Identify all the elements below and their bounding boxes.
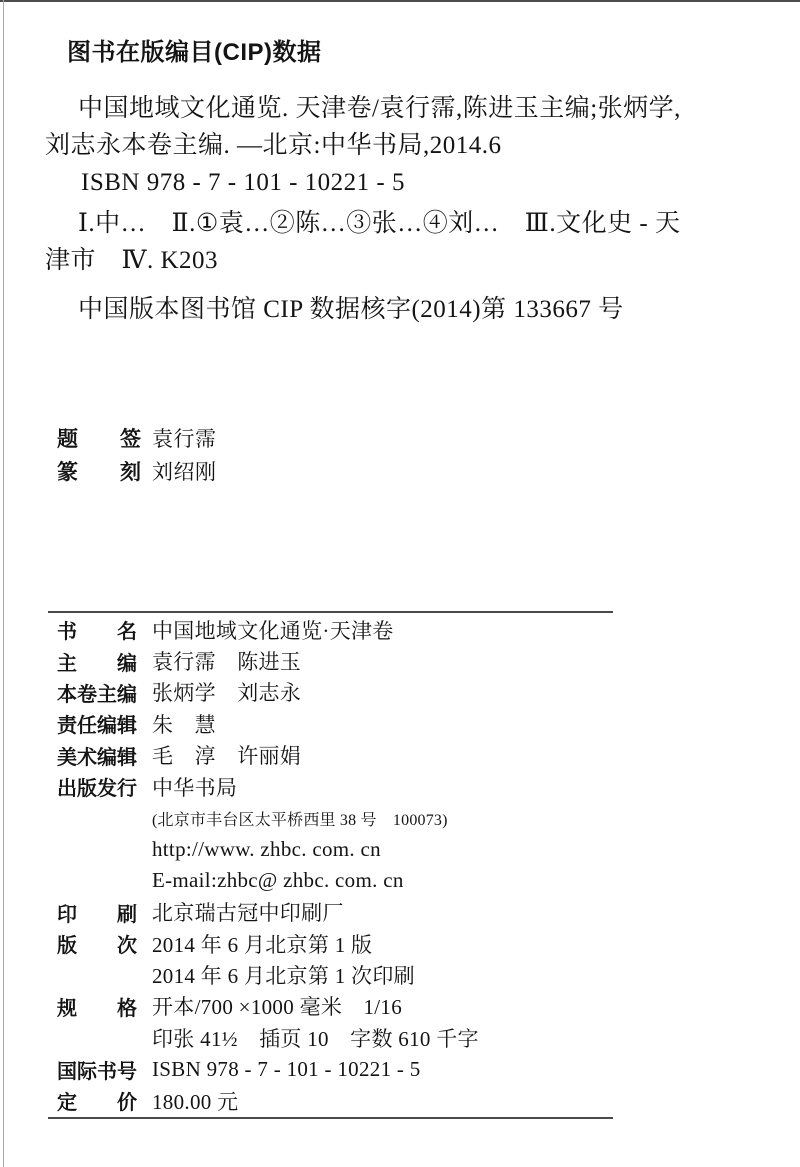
cip-bibliographic-line-2: 刘志永本卷主编. —北京:中华书局,2014.6	[45, 132, 502, 159]
cip-classification-line-2: 津市 Ⅳ. K203	[45, 247, 219, 274]
colophon-value: 印张 41½ 插页 10 字数 610 千字	[152, 1026, 479, 1051]
colophon-value: 北京瑞古冠中印刷厂	[152, 901, 344, 926]
colophon-row-printer	[57, 897, 613, 928]
cip-bibliographic-line-1: 中国地域文化通览. 天津卷/袁行霈,陈进玉主编;张炳学,	[78, 95, 681, 122]
colophon-row-email	[57, 865, 613, 896]
colophon-value: 开本/700 ×1000 毫米 1/16	[152, 995, 403, 1020]
cip-isbn-line: ISBN 978 - 7 - 101 - 10221 - 5	[81, 169, 406, 196]
colophon-value: 朱 慧	[152, 712, 216, 737]
colophon-row-sheets	[57, 1022, 613, 1053]
scan-edge-top	[0, 0, 800, 2]
colophon-row-chief-editors	[57, 645, 613, 676]
credit-label: 篆 刻	[57, 460, 141, 484]
cip-classification	[45, 205, 760, 279]
colophon-value: 2014 年 6 月北京第 1 版	[152, 932, 373, 957]
credit-value: 袁行霈	[152, 426, 217, 451]
colophon-value: 180.00 元	[152, 1089, 239, 1114]
colophon-row-volume-editors	[57, 677, 613, 708]
colophon-value: E-mail:zhbc@ zhbc. com. cn	[152, 868, 404, 893]
colophon-row-format	[57, 991, 613, 1022]
colophon-value: 中华书局	[152, 775, 238, 800]
colophon-row-website	[57, 834, 613, 865]
colophon-value: 张炳学 刘志永	[152, 681, 302, 706]
cip-block	[45, 36, 760, 328]
colophon-value: 2014 年 6 月北京第 1 次印刷	[152, 963, 415, 988]
colophon-label: 印 刷	[57, 903, 137, 926]
colophon-row-isbn	[57, 1053, 613, 1084]
colophon-label: 书 名	[57, 621, 137, 644]
colophon-row-edition	[57, 928, 613, 959]
colophon-row-printing	[57, 959, 613, 990]
colophon-label: 责任编辑	[57, 715, 137, 738]
colophon-label: 定 价	[57, 1092, 137, 1115]
colophon-label: 本卷主编	[57, 683, 137, 706]
colophon-label: 规 格	[57, 997, 137, 1020]
colophon-value: 中国地域文化通览·天津卷	[152, 618, 394, 643]
colophon-row-book-title	[57, 614, 613, 645]
colophon-row-price	[57, 1085, 613, 1116]
colophon-label: 美术编辑	[57, 746, 137, 769]
colophon-row-art-editors	[57, 740, 613, 771]
colophon-table	[48, 611, 613, 1119]
colophon-value: 袁行霈 陈进玉	[152, 650, 302, 675]
credit-label: 题 签	[57, 427, 141, 451]
scan-edge-left	[3, 0, 4, 1167]
cip-header: 图书在版编目(CIP)数据	[67, 39, 322, 66]
colophon-label: 主 编	[57, 652, 137, 675]
credits-block	[57, 421, 557, 487]
colophon-value: ISBN 978 - 7 - 101 - 10221 - 5	[152, 1056, 421, 1081]
credit-row-inscription	[57, 421, 557, 454]
colophon-row-publisher	[57, 771, 613, 802]
colophon-label: 国际书号	[57, 1060, 137, 1083]
credit-value: 刘绍刚	[152, 459, 217, 484]
cip-record-number: 中国版本图书馆 CIP 数据核字(2014)第 133667 号	[78, 296, 624, 323]
colophon-label: 出版发行	[57, 778, 137, 801]
colophon-row-publisher-address	[57, 802, 613, 833]
credit-row-seal-carving	[57, 454, 557, 487]
colophon-value: 毛 淳 许丽娟	[152, 744, 302, 769]
cip-classification-line-1: Ⅰ.中… Ⅱ.①袁…②陈…③张…④刘… Ⅲ.文化史 - 天	[78, 210, 681, 237]
colophon-label: 版 次	[57, 935, 137, 958]
colophon-value: (北京市丰台区太平桥西里 38 号 100073)	[152, 811, 448, 829]
colophon-value: http://www. zhbc. com. cn	[152, 836, 381, 861]
colophon-row-managing-editor	[57, 708, 613, 739]
